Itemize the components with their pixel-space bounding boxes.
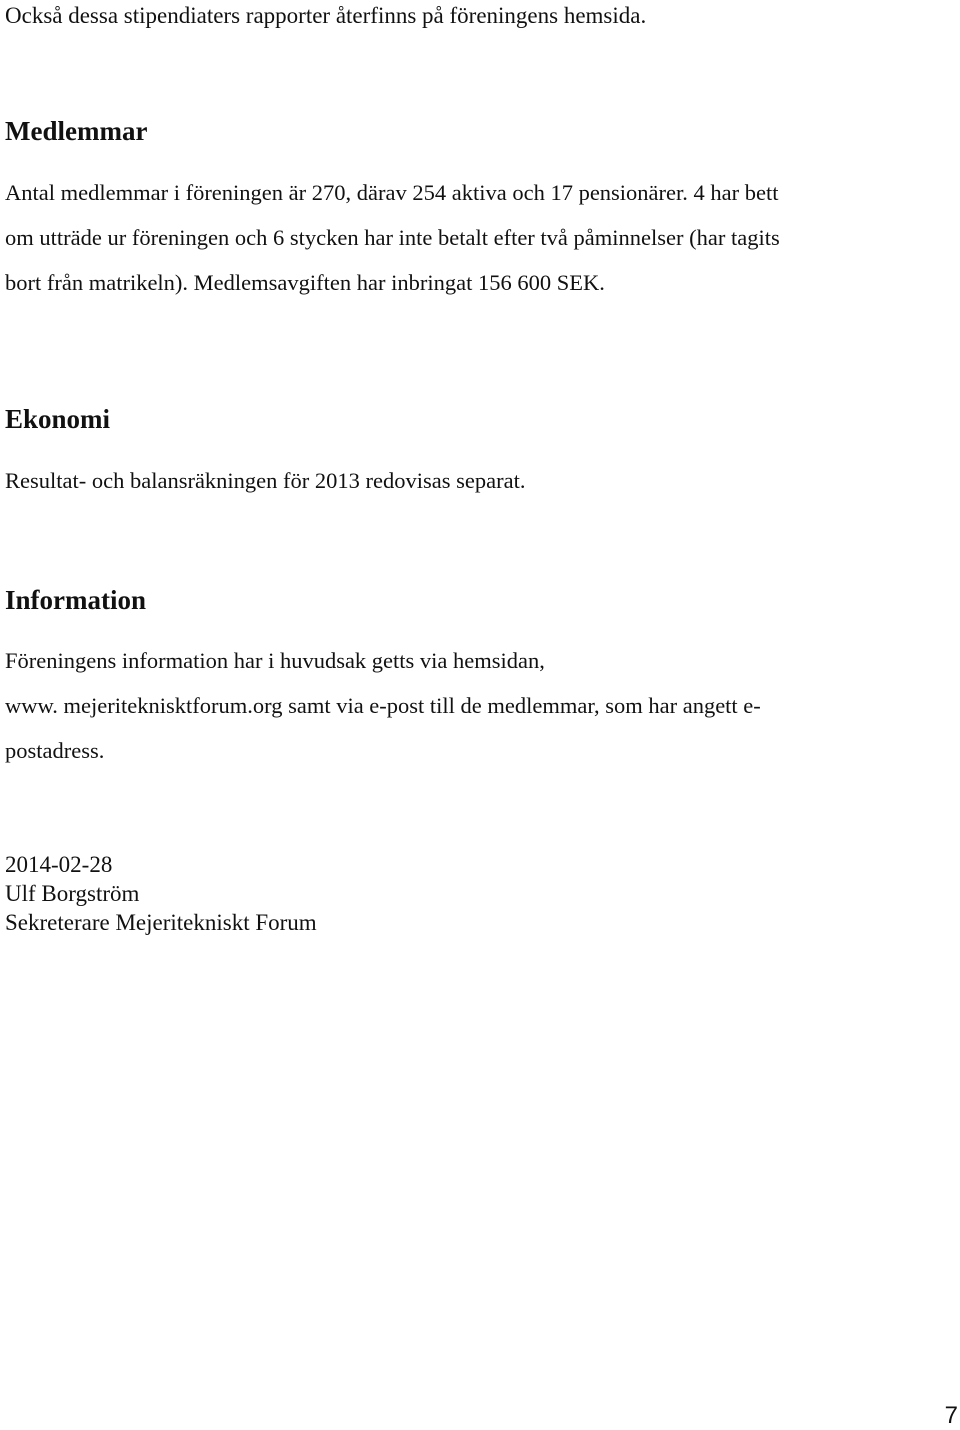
paragraph-line: bort från matrikeln). Medlemsavgiften har inbringat 156 600 SEK. xyxy=(5,270,605,295)
heading-medlemmar: Medlemmar xyxy=(5,116,148,146)
paragraph-line: Antal medlemmar i föreningen är 270, därav 254 aktiva och 17 pensionärer. 4 har bett xyxy=(5,180,779,205)
paragraph-line: www. mejeriteknisktforum.org samt via e-post till de medlemmar, som har angett e- xyxy=(5,693,761,718)
signature-block xyxy=(5,850,317,937)
paragraph-ekonomi xyxy=(5,458,525,503)
signature-title: Sekreterare Mejeritekniskt Forum xyxy=(5,910,317,935)
paragraph-line: Resultat- och balansräkningen för 2013 redovisas separat. xyxy=(5,468,526,493)
paragraph-medlemmar xyxy=(5,170,780,305)
signature-date: 2014-02-28 xyxy=(5,852,113,877)
paragraph-line: om utträde ur föreningen och 6 stycken har inte betalt efter två påminnelser (har tagits xyxy=(5,225,780,250)
paragraph-information xyxy=(5,638,761,773)
page-number: 7 xyxy=(944,1402,958,1429)
paragraph-line: Föreningens information har i huvudsak getts via hemsidan, xyxy=(5,648,545,673)
intro-paragraph: Också dessa stipendiaters rapporter återfinns på föreningens hemsida. xyxy=(5,3,647,28)
heading-information: Information xyxy=(5,585,146,615)
signature-name: Ulf Borgström xyxy=(5,881,140,906)
heading-ekonomi: Ekonomi xyxy=(5,404,111,434)
paragraph-line: postadress. xyxy=(5,738,105,763)
